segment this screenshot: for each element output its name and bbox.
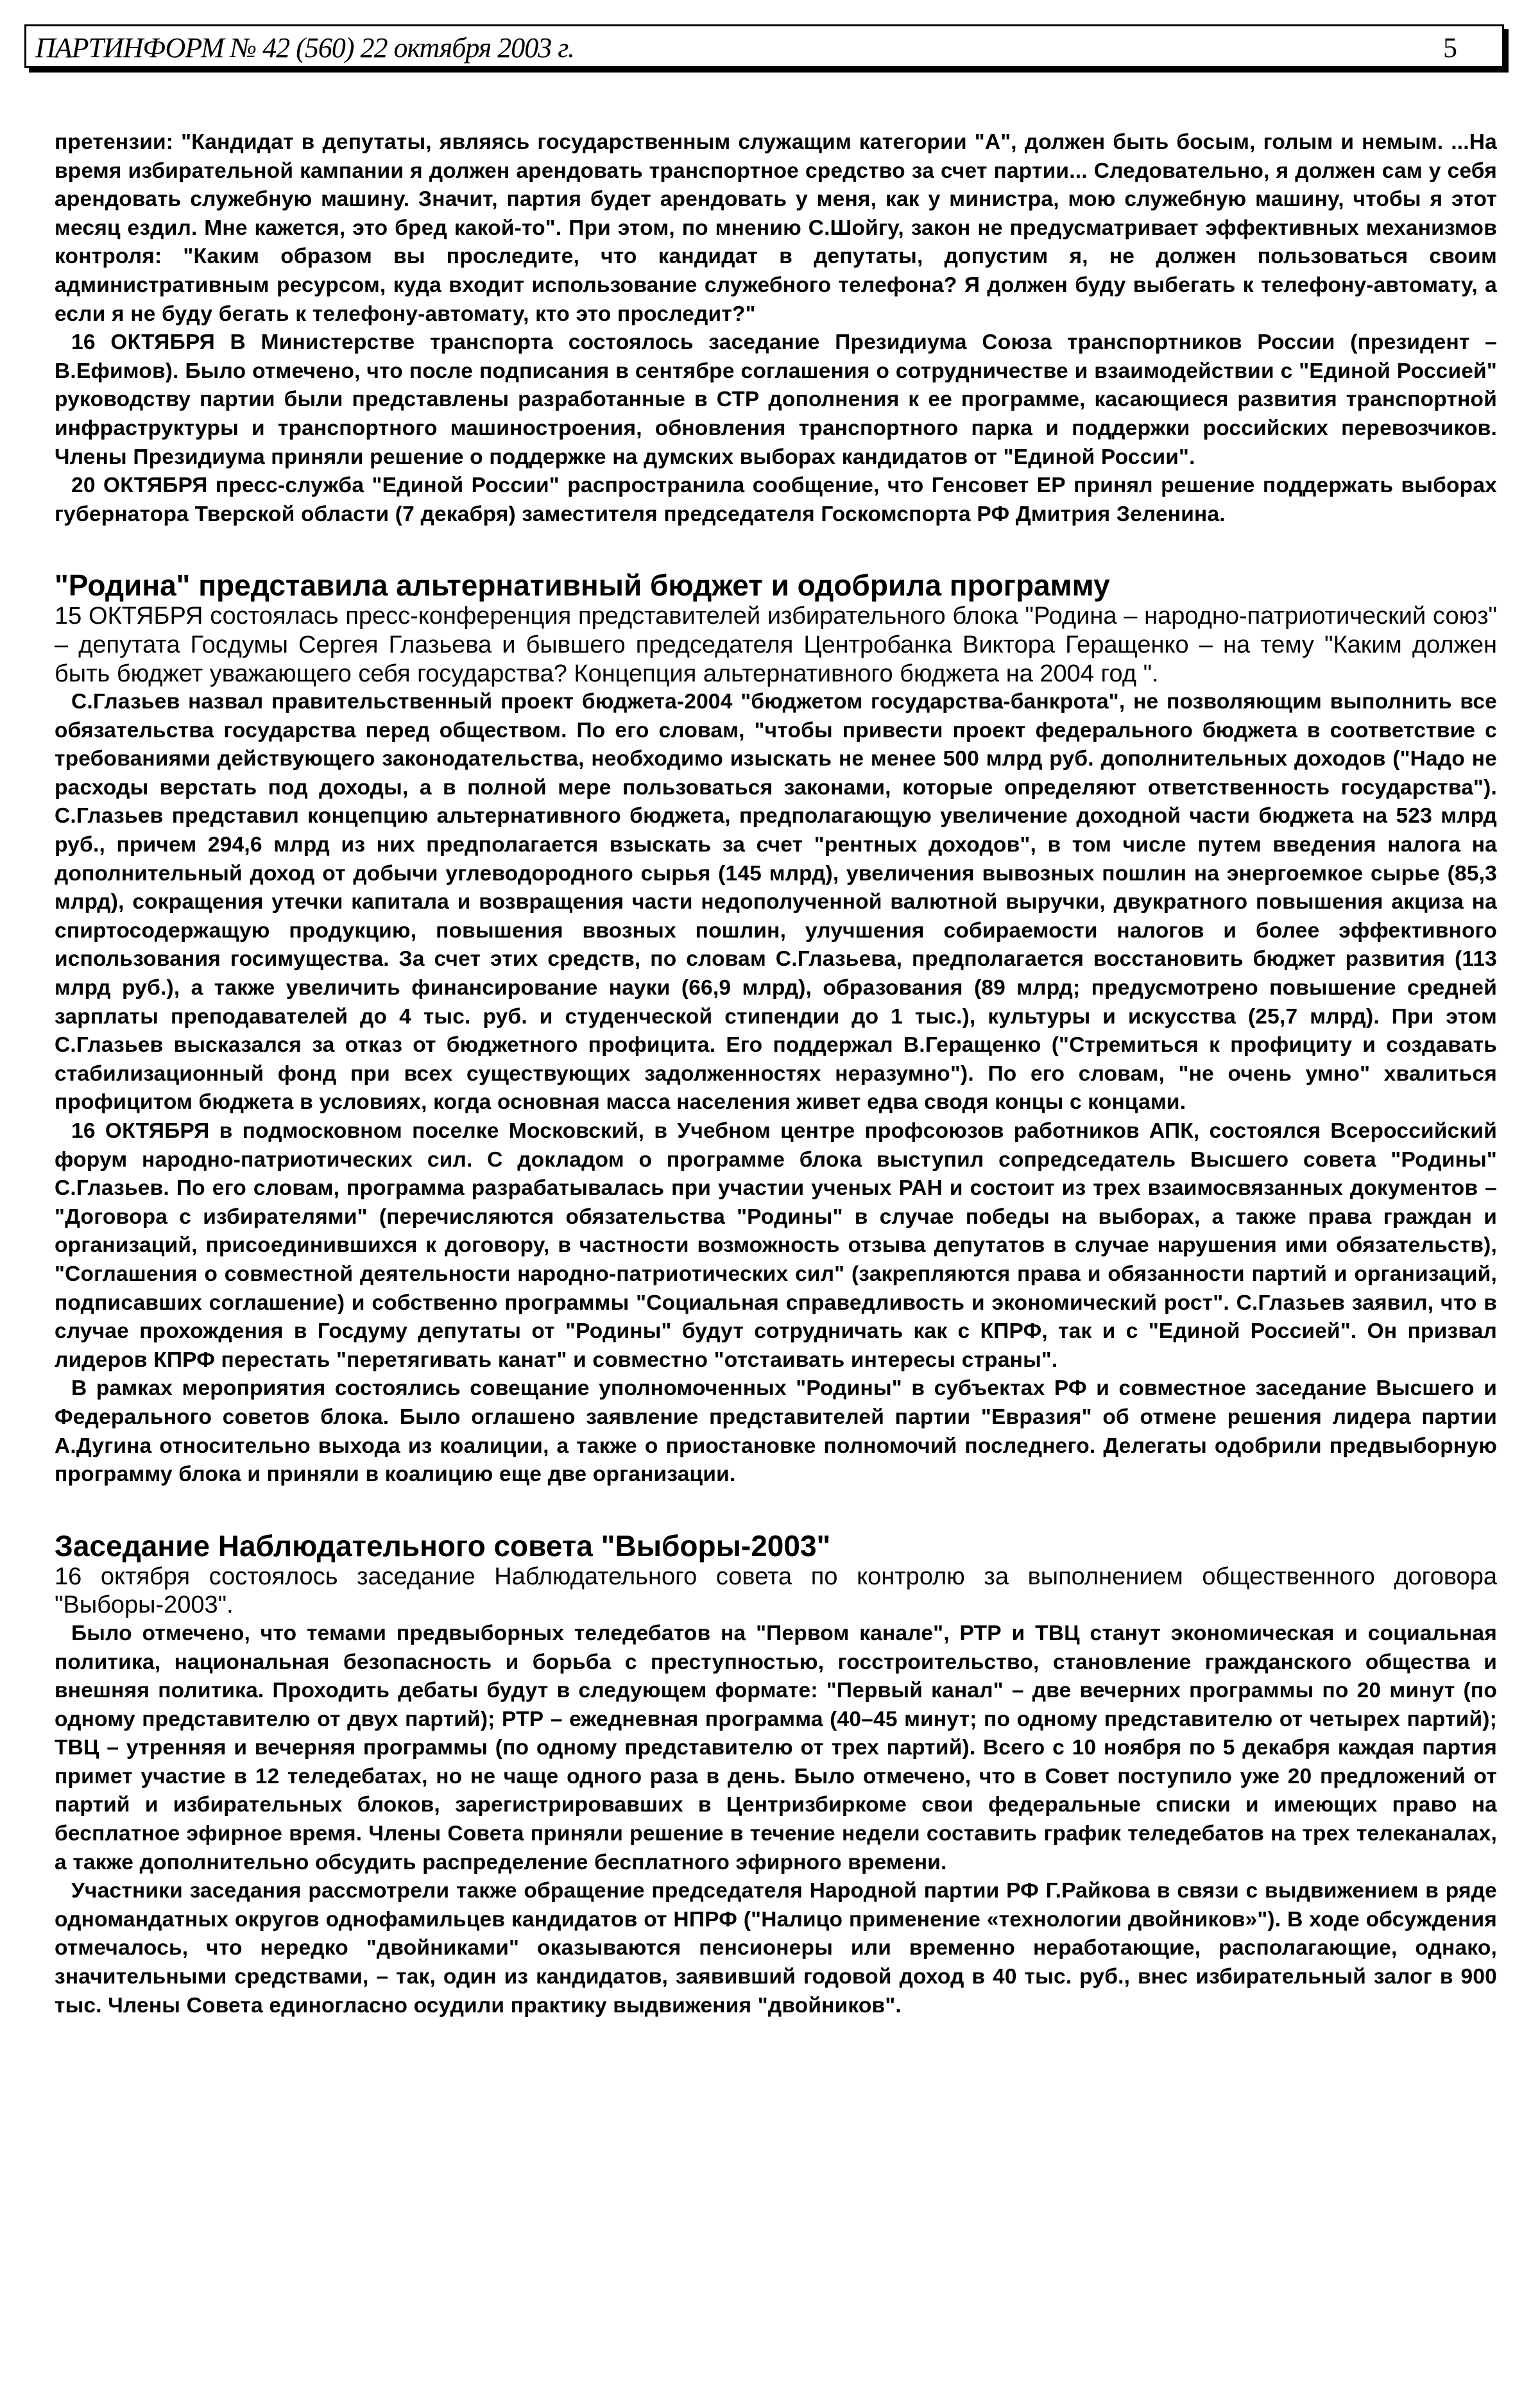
section-continuation — [55, 128, 1497, 529]
intro-paragraph: 15 ОКТЯБРЯ состоялась пресс-конференция представителей избирательного блока "Родина – народно-патриотический союз" – депутата Госдумы Сергея Глазьева и бывшего председателя Центробанка Виктора Геращенко – на тему "Каким должен быть бюджет уважающего себя государства? Концепция альтернативного бюджета на 2004 год ". — [55, 603, 1497, 687]
section-rodina — [55, 569, 1497, 1489]
section-heading: Заседание Наблюдательного совета "Выборы-2003" — [55, 1529, 831, 1563]
paragraph: 16 ОКТЯБРЯ В Министерстве транспорта состоялось заседание Президиума Союза транспортников России (президент – В.Ефимов). Было отмечено, что после подписания в сентябре соглашения о сотрудничестве и взаимодействии с "Единой Россией" руководству партии были представлены разработанные в СТР дополнения к ее программе, касающиеся развития транспортной инфраструктуры и транспортного машиностроения, обновления транспортного парка и поддержки российских перевозчиков. Члены Президиума приняли решение о поддержке на думских выборах кандидатов от "Единой России". — [55, 330, 1497, 469]
section-heading: "Родина" представила альтернативный бюджет и одобрила программу — [55, 569, 1110, 603]
paragraph: Было отмечено, что темами предвыборных теледебатов на "Первом канале", РТР и ТВЦ станут экономическая и социальная политика, национальная безопасность и борьба с преступностью, госстроительство, становление гражданского общества и внешняя политика. Проходить дебаты будут в следующем формате: "Первый канал" – две вечерних программы по 20 минут (по одному представителю от двух партий); РТР – ежедневная программа (40–45 минут; по одному представителю от четырех партий); ТВЦ – утренняя и вечерняя программы (по одному представителю от трех партий). Всего с 10 ноября по 5 декабря каждая партия примет участие в 12 теледебатах, но не чаще одного раза в день. Было отмечено, что в Совет поступило уже 20 предложений от партий и избирательных блоков, зарегистрировавших в Центризбиркоме свои федеральные списки и имеющих право на бесплатное эфирное время. Члены Совета приняли решение в течение недели составить график теледебатов на трех телеканалах, а также дополнительно обсудить распределение бесплатного эфирного времени. — [55, 1621, 1497, 1874]
section-observers-council — [55, 1529, 1497, 2021]
publication-title: ПАРТИНФОРМ № 42 (560) 22 октября 2003 г. — [35, 32, 574, 64]
paragraph: Участники заседания рассмотрели также обращение председателя Народной партии РФ Г.Райкова в связи с выдвижением в ряде одномандатных округов однофамильцев кандидатов от НПРФ ("Налицо применение «технологии двойников»"). В ходе обсуждения отмечалось, что нередко "двойниками" оказываются пенсионеры или временно неработающие, располагающие, однако, значительными средствами, – так, один из кандидатов, заявивший годовой доход в 40 тыс. руб., внес избирательный залог в 900 тыс. Члены Совета единогласно осудили практику выдвижения "двойников". — [55, 1879, 1497, 2018]
paragraph: В рамках мероприятия состоялись совещание уполномоченных "Родины" в субъектах РФ и совместное заседание Высшего и Федерального советов блока. Было оглашено заявление представителей партии "Евразия" об отмене решения лидера партии А.Дугина относительно выхода из коалиции, а также о приостановке полномочий последнего. Делегаты одобрили предвыборную программу блока и приняли в коалицию еще две организации. — [55, 1376, 1497, 1487]
article-body — [55, 128, 1497, 2020]
paragraph: 20 ОКТЯБРЯ пресс-служба "Единой России" распространила сообщение, что Генсовет ЕР принял решение поддержать выборах губернатора Тверской области (7 декабря) заместителя председателя Госкомспорта РФ Дмитрия Зеленина. — [55, 474, 1497, 526]
paragraph: С.Глазьев назвал правительственный проект бюджета-2004 "бюджетом государства-банкрота", не позволяющим выполнить все обязательства государства перед обществом. По его словам, "чтобы привести проект федерального бюджета в соответствие с требованиями действующего законодательства, необходимо изыскать не менее 500 млрд руб. дополнительных доходов ("Надо не расходы верстать под доходы, а в полной мере пользоваться законами, которые определяют ответственность государства"). С.Глазьев представил концепцию альтернативного бюджета, предполагающую увеличение доходной части бюджета на 523 млрд руб., причем 294,6 млрд из них предполагается взыскать за счет "рентных доходов", в том числе путем введения налога на дополнительный доход от добычи углеводородного сырья (145 млрд), увеличения вывозных пошлин на энергоемкое сырье (85,3 млрд), сокращения утечки капитала и возвращения части недополученной валютной выручки, двукратного повышения акциза на спиртосодержащую продукцию, повышения ввозных пошлин, улучшения собираемости налогов и более эффективного использования госимущества. За счет этих средств, по словам С.Глазьева, предполагается восстановить бюджет развития (113 млрд руб.), а также увеличить финансирование науки (66,9 млрд), образования (89 млрд; предусмотрено повышение средней зарплаты преподавателей до 4 тыс. руб. и студенческой стипендии до 1 тыс.), культуры и искусства (25,7 млрд). При этом С.Глазьев высказался за отказ от бюджетного профицита. Его поддержал В.Геращенко ("Стремиться к профициту и создавать стабилизационный фонд при всех существующих задолженностях неразумно"). По его словам, "не очень умно" хвалиться профицитом бюджета в условиях, когда основная масса населения живет едва сводя концы с концами. — [55, 690, 1497, 1115]
page-number: 5 — [1443, 32, 1457, 64]
intro-paragraph: 16 октября состоялось заседание Наблюдательного совета по контролю за выполнением общественного договора "Выборы-2003". — [55, 1563, 1497, 1619]
paragraph: претензии: "Кандидат в депутаты, являясь государственным служащим категории "А", должен быть босым, голым и немым. ...На время избирательной кампании я должен арендовать транспортное средство за счет партии... Следовательно, я должен сам у себя арендовать служебную машину. Значит, партия будет арендовать у меня, как у министра, мою служебную машину, чтобы я этот месяц ездил. Мне кажется, это бред какой-то". При этом, по мнению С.Шойгу, закон не предусматривает эффективных механизмов контроля: "Каким образом вы проследите, что кандидат в депутаты, допустим я, не должен пользоваться своим административным ресурсом, куда входит использование служебного телефона? Я должен буду выбегать к телефону-автомату, а если я не буду бегать к телефону-автомату, кто это проследит?" — [55, 130, 1497, 326]
paragraph: 16 ОКТЯБРЯ в подмосковном поселке Московский, в Учебном центре профсоюзов работников АПК, состоялся Всероссийский форум народно-патриотических сил. С докладом о программе блока выступил сопредседатель Высшего совета "Родины" С.Глазьев. По его словам, программа разрабатывалась при участии ученых РАН и состоит из трех взаимосвязанных документов – "Договора с избирателями" (перечисляются обязательства "Родины" в случае победы на выборах, а также права граждан и организаций, присоединившихся к договору, в частности возможность отзыва депутатов в случае нарушения ими обязательств), "Соглашения о совместной деятельности народно-патриотических сил" (закрепляются права и обязанности партий и организаций, подписавших соглашение) и собственно программы "Социальная справедливость и экономический рост". С.Глазьев заявил, что в случае прохождения в Госдуму депутаты от "Родины" будут сотрудничать как с КПРФ, так и с "Единой Россией". Он призвал лидеров КПРФ перестать "перетягивать канат" и совместно "отстаивать интересы страны". — [55, 1119, 1497, 1372]
page-header — [24, 24, 1504, 68]
